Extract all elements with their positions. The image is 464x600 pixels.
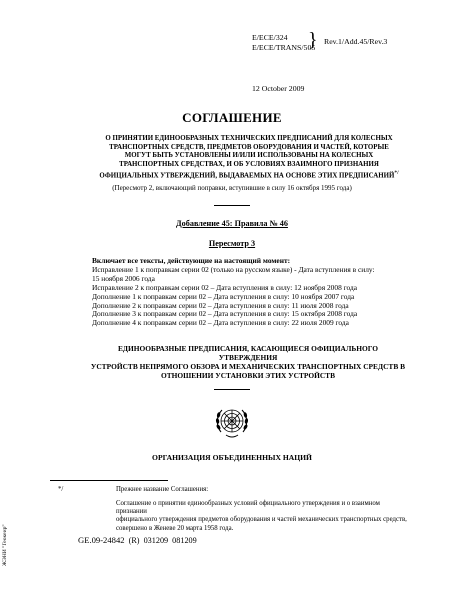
list-item: Дополнение 3 к поправкам серии 02 – Дата вступления в силу: 15 октября 2008 года <box>92 309 358 319</box>
subtitle-line <box>90 169 408 181</box>
job-number-ge: GE.09-24842 <box>78 535 125 545</box>
list-item: Дополнение 1 к поправкам серии 02 – Дата вступления в силу: 10 ноября 2007 года <box>92 291 355 301</box>
organization-name: ОРГАНИЗАЦИЯ ОБЪЕДИНЕННЫХ НАЦИЙ <box>152 453 312 462</box>
job-number <box>78 535 197 545</box>
revision-note: (Пересмотр 2, включающий поправки, вступившие в силу 16 октября 1995 года) <box>112 184 352 192</box>
job-number-date-2: 081209 <box>172 536 197 545</box>
subtitle-line-text: ОФИЦИАЛЬНЫХ УТВЕРЖДЕНИЙ, ВЫДАВАЕМЫХ НА ОСНОВЕ ЭТИХ ПРЕДПИСАНИЙ <box>99 172 395 180</box>
list-item: Дополнение 4 к поправкам серии 02 – Дата вступления в силу: 22 июля 2009 года <box>92 318 349 328</box>
subtitle-line: МОГУТ БЫТЬ УСТАНОВЛЕНЫ И/ИЛИ ИСПОЛЬЗОВАНЫ НА КОЛЕСНЫХ <box>124 152 374 160</box>
job-number-date-1: 031209 <box>143 536 169 545</box>
subtitle-line: ТРАНСПОРТНЫХ СРЕДСТВАХ, И ОБ УСЛОВИЯХ ВЗАИМНОГО ПРИЗНАНИЯ <box>119 160 379 168</box>
revision-symbol: Rev.1/Add.45/Rev.3 <box>324 37 388 46</box>
footnote-mark: */ <box>58 486 64 493</box>
job-number-language: (R) <box>128 536 140 545</box>
subtitle-line: ТРАНСПОРТНЫХ СРЕДСТВ, ПРЕДМЕТОВ ОБОРУДОВАНИЯ И ЧАСТЕЙ, КОТОРЫЕ <box>109 143 389 151</box>
regulation-title-line: УСТРОЙСТВ НЕПРЯМОГО ОБЗОРА И МЕХАНИЧЕСКИХ ТРАНСПОРТНЫХ СРЕДСТВ В <box>90 361 406 371</box>
regulation-title-line: ОТНОШЕНИИ УСТАНОВКИ ЭТИХ УСТРОЙСТВ <box>160 370 336 380</box>
footnote-divider <box>50 480 168 481</box>
addendum-title: Добавление 45: Правила № 46 <box>176 219 288 228</box>
revision-title: Пересмотр 3 <box>208 239 256 248</box>
included-texts-heading: Включает все тексты, действующие на настоящий момент: <box>92 256 291 265</box>
footnote-reference: */ <box>394 170 399 177</box>
footnote-former-title <box>116 500 408 533</box>
symbol-brace: } <box>308 29 318 51</box>
list-item: Исправление 2 к поправкам серии 02 – Дата вступления в силу: 12 ноября 2008 года <box>92 282 357 292</box>
footnote-text: Прежнее название Соглашения: <box>116 486 209 493</box>
un-emblem-icon <box>212 402 252 442</box>
footnote-line: Соглашение о принятии единообразных условий официального утверждения и о взаимном признании <box>116 500 380 516</box>
vertical-print-note: ЖЭНИ "Геокеир" <box>2 524 8 566</box>
regulation-title <box>90 345 406 381</box>
divider <box>214 205 250 206</box>
list-item: Исправление 1 к поправкам серии 02 (только на русском языке) - Дата вступления в силу: <box>92 264 375 274</box>
agreement-title: СОГЛАШЕНИЕ <box>182 110 282 125</box>
symbol-trans: E/ECE/TRANS/505 <box>252 42 316 52</box>
list-item: 15 ноября 2006 года <box>92 273 155 283</box>
symbol-ece: E/ECE/324 <box>252 33 288 42</box>
divider <box>214 389 250 390</box>
included-texts <box>92 257 392 328</box>
footnote-line: совершено в Женеве 20 марта 1958 года. <box>116 524 234 532</box>
list-item: Дополнение 2 к поправкам серии 02 – Дата вступления в силу: 11 июля 2008 года <box>92 300 349 310</box>
document-date: 12 October 2009 <box>252 84 305 93</box>
agreement-subtitle <box>90 135 408 181</box>
footnote-line: официального утверждения предметов оборудования и частей механических транспортных средств, <box>116 516 407 524</box>
subtitle-line: О ПРИНЯТИИ ЕДИНООБРАЗНЫХ ТЕХНИЧЕСКИХ ПРЕДПИСАНИЙ ДЛЯ КОЛЕСНЫХ <box>105 135 393 142</box>
regulation-title-line: ЕДИНООБРАЗНЫЕ ПРЕДПИСАНИЯ, КАСАЮЩИЕСЯ ОФИЦИАЛЬНОГО УТВЕРЖДЕНИЯ <box>117 344 379 362</box>
document-symbols <box>252 33 315 52</box>
